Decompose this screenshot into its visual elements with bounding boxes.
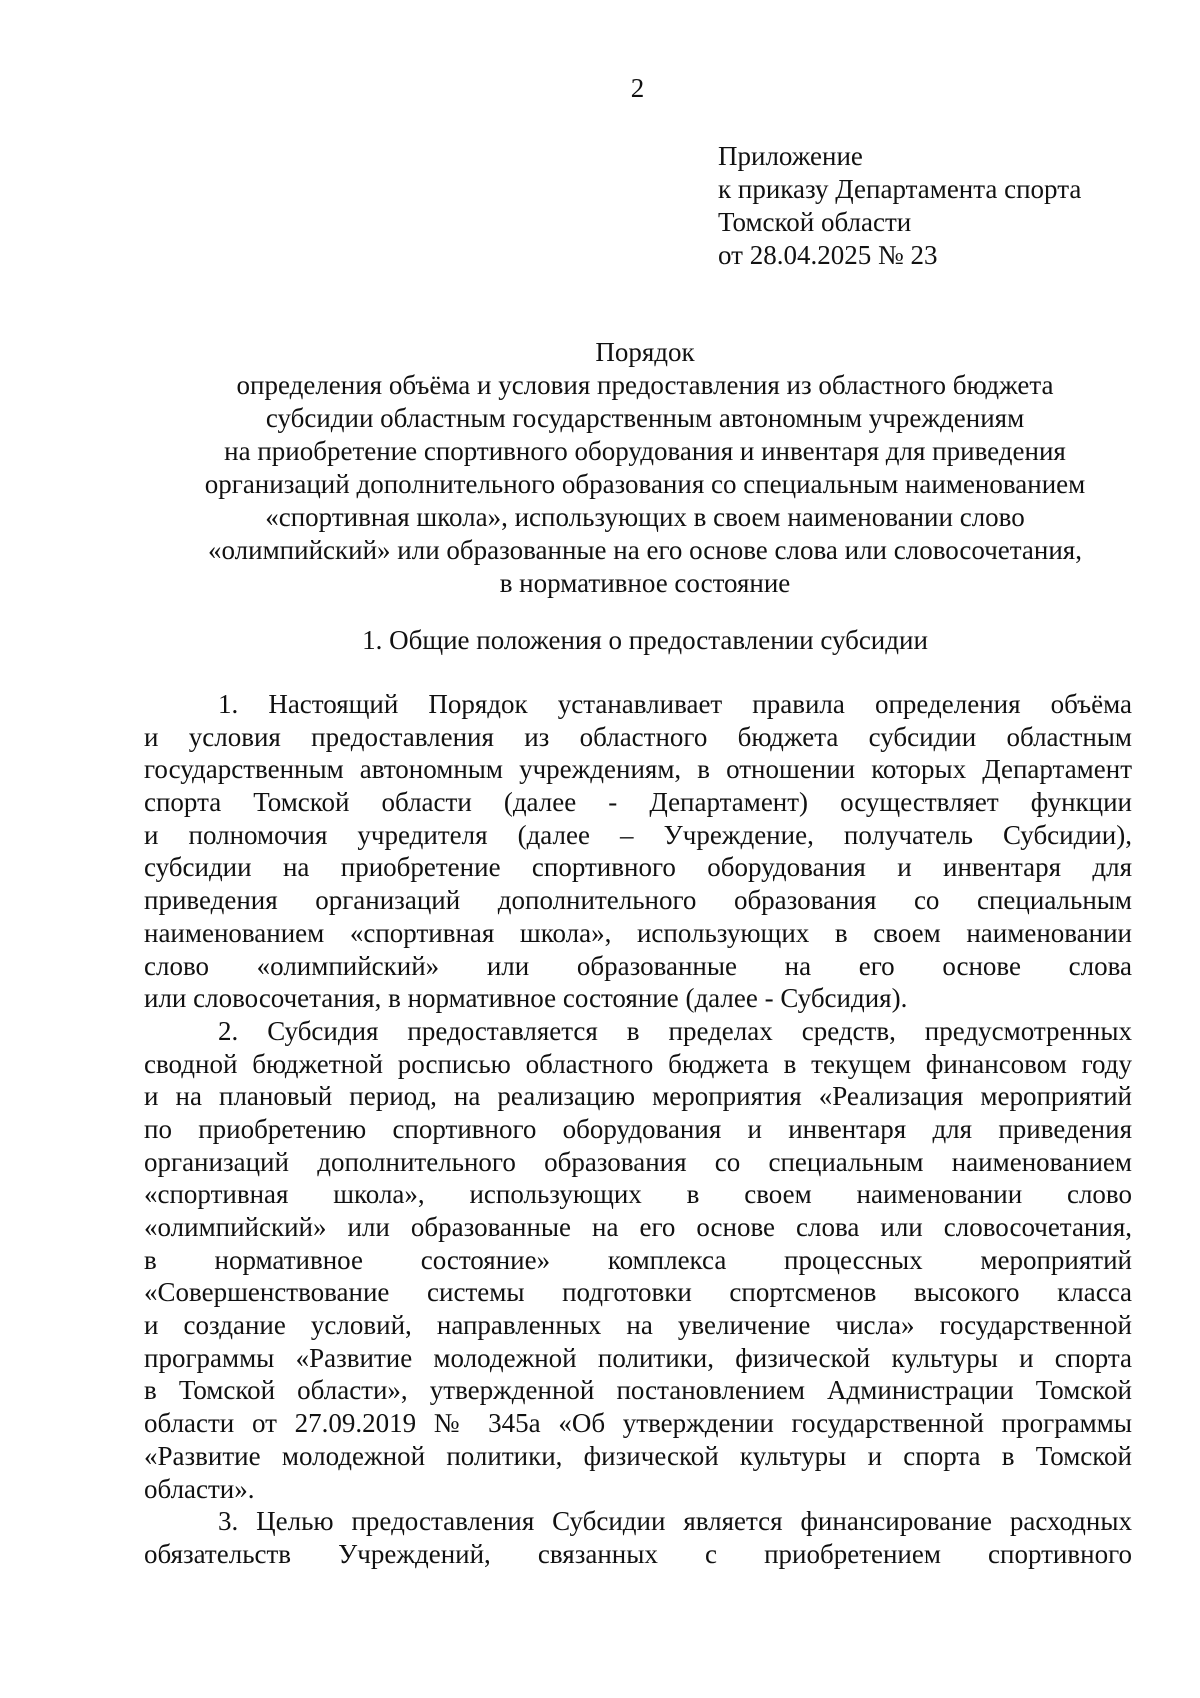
- paragraph-line: «Развитие молодежной политики, физической культуры и спорта в Томской: [144, 1440, 1132, 1471]
- title-line: в нормативное состояние: [499, 568, 791, 598]
- paragraph-line: 1. Настоящий Порядок устанавливает правила определения объёма: [218, 689, 1132, 719]
- paragraph-line: организаций дополнительного образования со специальным наименованием: [144, 1146, 1132, 1177]
- title-line: «спортивная школа», использующих в своем наименовании слово: [265, 502, 1025, 532]
- title-line: «олимпийский» или образованные на его основе слова или словосочетания,: [208, 535, 1082, 565]
- appendix-block: [718, 140, 1178, 272]
- appendix-line: от 28.04.2025 № 23: [718, 240, 938, 270]
- title-line: организаций дополнительного образования со специальным наименованием: [204, 469, 1086, 499]
- paragraph-line: 3. Целью предоставления Субсидии является финансирование расходных: [218, 1506, 1132, 1537]
- paragraph-line: наименованием «спортивная школа», использующих в своем наименовании: [144, 917, 1132, 948]
- body-text: [144, 688, 1132, 1571]
- paragraph-line: субсидии на приобретение спортивного оборудования и инвентаря для: [144, 852, 1132, 883]
- paragraph-line: спорта Томской области (далее - Департамент) осуществляет функции: [144, 787, 1132, 818]
- appendix-line: Томской области: [718, 207, 912, 237]
- paragraph-line: обязательств Учреждений, связанных с приобретением спортивного: [144, 1538, 1132, 1569]
- paragraph-line: «олимпийский» или образованные на его основе слова или словосочетания,: [144, 1212, 1132, 1242]
- paragraph-line: в Томской области», утвержденной постановлением Администрации Томской: [144, 1375, 1132, 1406]
- paragraph-line: слово «олимпийский» или образованные на его основе слова: [144, 950, 1132, 981]
- paragraph-line: по приобретению спортивного оборудования и инвентаря для приведения: [144, 1113, 1132, 1144]
- title-line: определения объёма и условия предоставления из областного бюджета: [236, 370, 1054, 400]
- title-heading: Порядок: [595, 337, 695, 367]
- paragraph-line: и полномочия учредителя (далее – Учреждение, получатель Субсидии),: [144, 819, 1132, 850]
- page-number: 2: [630, 73, 645, 103]
- paragraph-line: «Совершенствование системы подготовки спортсменов высокого класса: [144, 1277, 1132, 1308]
- appendix-line: Приложение: [718, 141, 863, 171]
- paragraph-line: государственным автономным учреждениям, в отношении которых Департамент: [144, 754, 1132, 785]
- section-heading: 1. Общие положения о предоставлении субсидии: [362, 625, 928, 655]
- paragraph-line: «спортивная школа», использующих в своем наименовании слово: [144, 1179, 1132, 1210]
- paragraph-line: и условия предоставления из областного бюджета субсидии областным: [144, 721, 1132, 752]
- paragraph-line: 2. Субсидия предоставляется в пределах средств, предусмотренных: [218, 1015, 1132, 1046]
- paragraph-line: сводной бюджетной росписью областного бюджета в текущем финансовом году: [144, 1048, 1132, 1079]
- title-line: на приобретение спортивного оборудования и инвентаря для приведения: [224, 436, 1066, 466]
- document-title: [130, 336, 1160, 600]
- paragraph-line: области».: [144, 1473, 255, 1504]
- paragraph-line: программы «Развитие молодежной политики, физической культуры и спорта: [144, 1342, 1132, 1373]
- title-line: субсидии областным государственным автономным учреждениям: [265, 403, 1025, 433]
- paragraph-line: или словосочетания, в нормативное состояние (далее - Субсидия).: [144, 983, 908, 1014]
- paragraph-line: в нормативное состояние» комплекса процессных мероприятий: [144, 1244, 1132, 1275]
- paragraph-line: приведения организаций дополнительного образования со специальным: [144, 885, 1132, 916]
- paragraph-line: и создание условий, направленных на увеличение числа» государственной: [144, 1310, 1132, 1341]
- appendix-line: к приказу Департамента спорта: [718, 174, 1082, 204]
- paragraph-line: и на плановый период, на реализацию мероприятия «Реализация мероприятий: [144, 1081, 1132, 1112]
- paragraph-line: области от 27.09.2019 № 345а «Об утверждении государственной программы: [144, 1408, 1132, 1439]
